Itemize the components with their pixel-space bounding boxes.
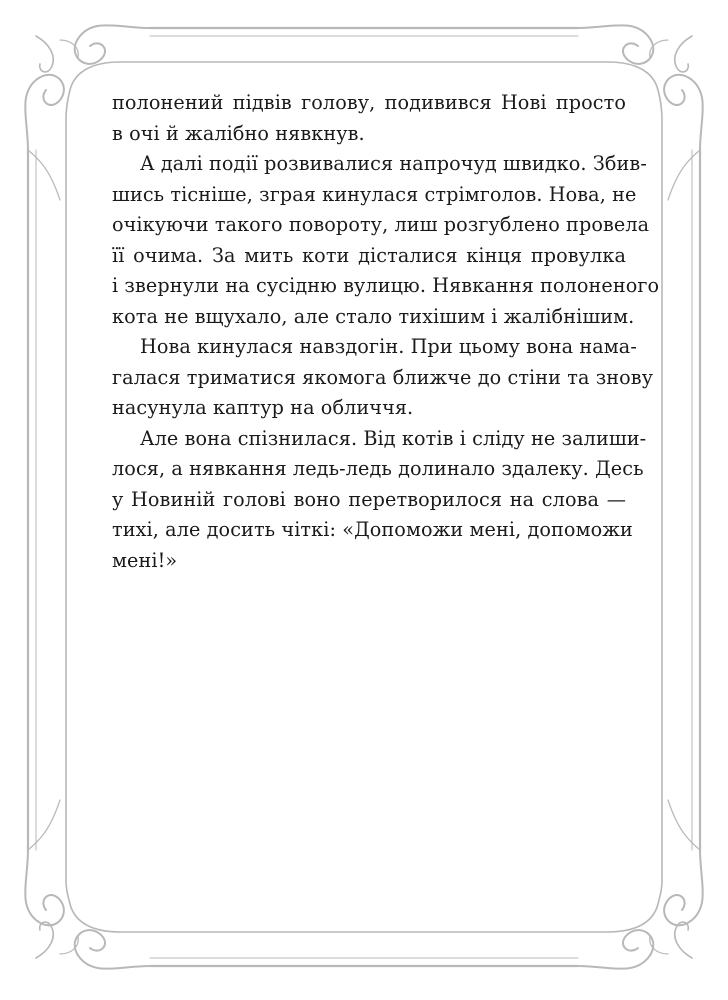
text-line: насунула каптур на обличчя. (112, 396, 414, 419)
text-line: тихі, але досить чіткі: «Допоможи мені, допоможи (112, 518, 633, 541)
text-line: мені!» (112, 548, 178, 572)
text-line: у Новиній голові воно перетворилося на слова — (112, 487, 626, 511)
page-body-text (112, 88, 660, 576)
text-line: її очима. За мить коти дісталися кінця провулка (112, 243, 626, 267)
text-line: полонений підвів голову, подивився Нові просто (112, 91, 626, 114)
text-line: кота не вщухало, але стало тихішим і жалібнішим. (112, 304, 635, 328)
text-line: і звернули на сусідню вулицю. Нявкання полоненого (112, 274, 660, 297)
text-line: в очі й жалібно нявкнув. (112, 121, 365, 145)
text-line: очікуючи такого повороту, лиш розгублено провела (112, 213, 650, 236)
text-line: шись тісніше, зграя кинулася стрімголов. Нова, не (112, 182, 637, 206)
text-line: Але вона спізнилася. Від котів і сліду не залиши- (140, 426, 647, 450)
text-line: А далі події розвивалися напрочуд швидко. Збив- (140, 152, 647, 175)
text-line: галася триматися якомога ближче до стіни та знову (112, 365, 654, 389)
text-line: лося, а нявкання ледь-ледь долинало здалеку. Десь (112, 457, 644, 480)
text-line: Нова кинулася навздогін. При цьому вона нама- (140, 335, 637, 358)
